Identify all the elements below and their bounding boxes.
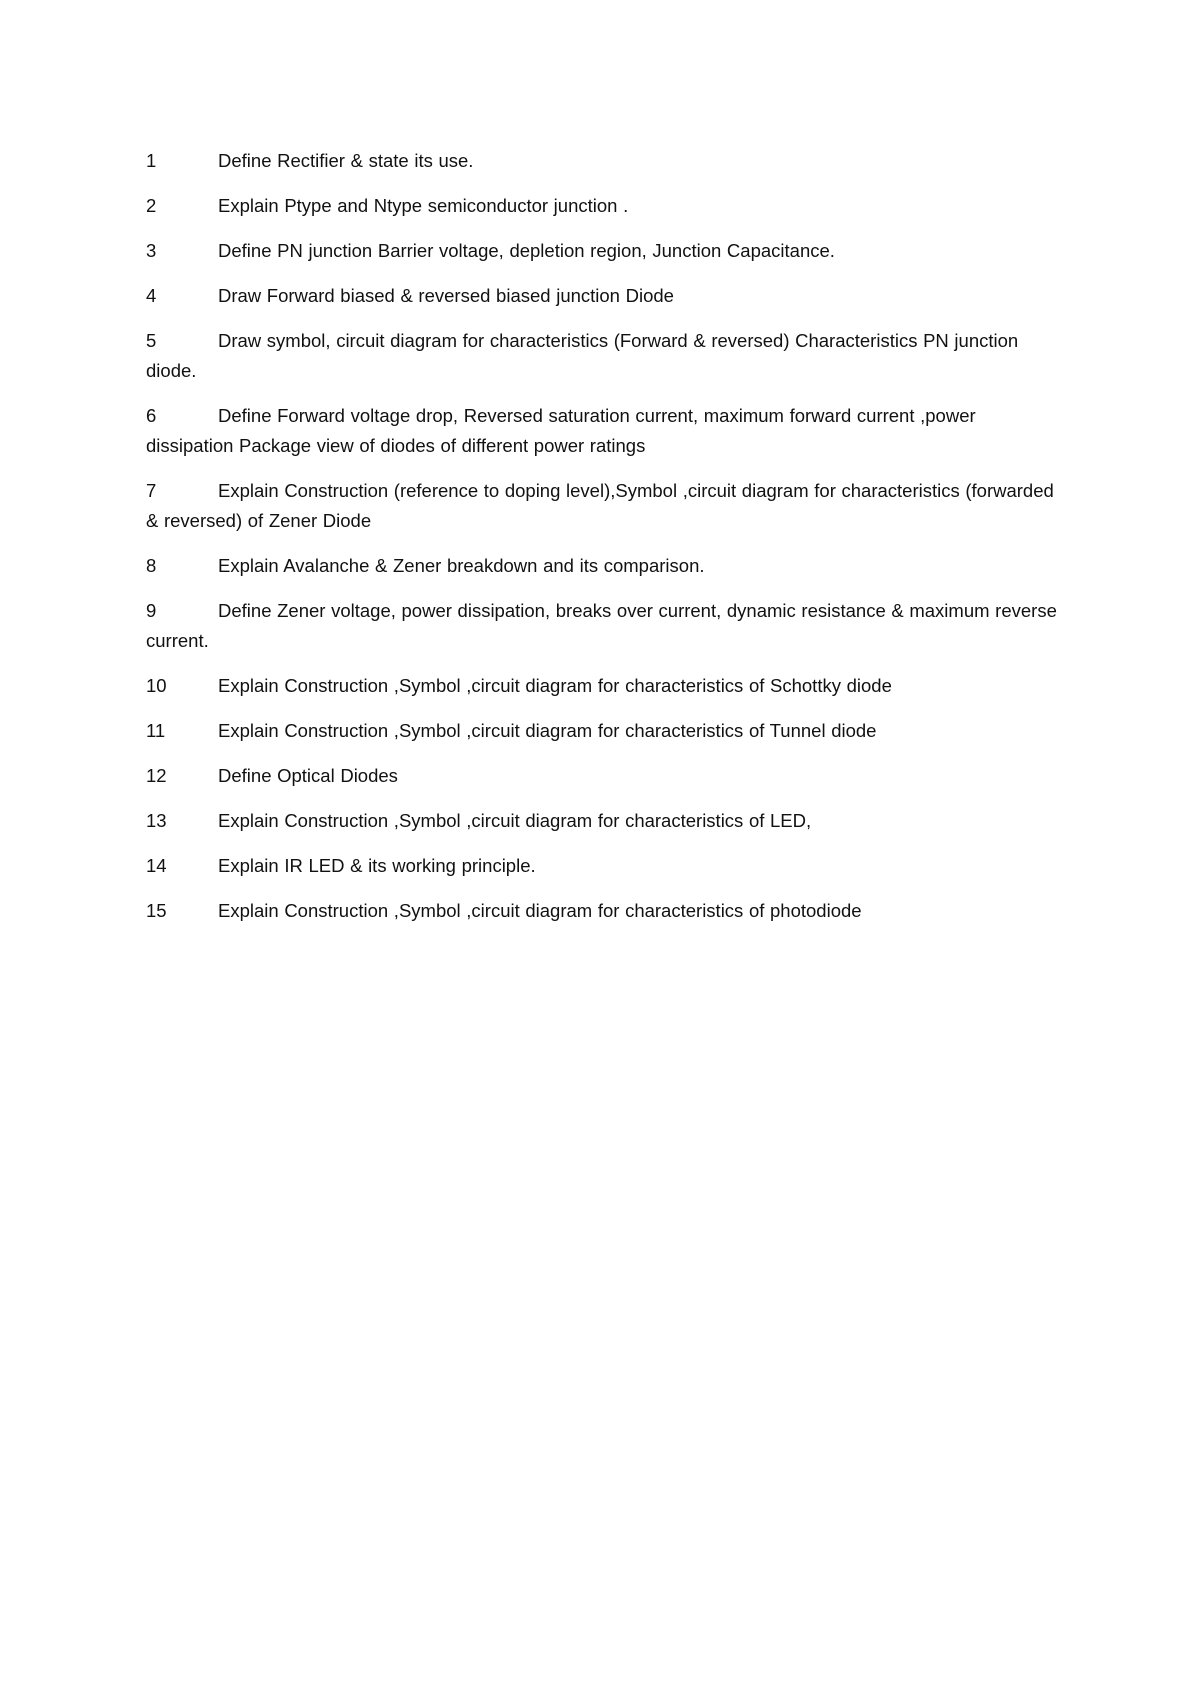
question-item bbox=[146, 401, 1066, 461]
question-number: 4 bbox=[146, 285, 157, 306]
question-number: 3 bbox=[146, 240, 157, 261]
question-item bbox=[146, 851, 1066, 881]
question-item bbox=[146, 191, 1066, 221]
question-number: 6 bbox=[146, 405, 157, 426]
question-number: 2 bbox=[146, 195, 157, 216]
question-number: 10 bbox=[146, 675, 167, 696]
question-item bbox=[146, 551, 1066, 581]
question-text: Explain Construction ,Symbol ,circuit diagram for characteristics of Schottky diode bbox=[218, 675, 892, 696]
question-text: Draw symbol, circuit diagram for characteristics (Forward & reversed) Characteristics PN junction diode. bbox=[146, 330, 1019, 381]
question-text: Define Rectifier & state its use. bbox=[218, 150, 474, 171]
question-text: Explain Avalanche & Zener breakdown and its comparison. bbox=[218, 555, 705, 576]
question-number: 13 bbox=[146, 810, 167, 831]
question-item bbox=[146, 806, 1066, 836]
question-text: Explain IR LED & its working principle. bbox=[218, 855, 536, 876]
question-text: Explain Construction ,Symbol ,circuit diagram for characteristics of Tunnel diode bbox=[218, 720, 877, 741]
question-text: Explain Ptype and Ntype semiconductor junction . bbox=[218, 195, 629, 216]
question-number: 15 bbox=[146, 900, 167, 921]
question-item bbox=[146, 476, 1066, 536]
question-text: Explain Construction ,Symbol ,circuit diagram for characteristics of LED, bbox=[218, 810, 812, 831]
question-number: 9 bbox=[146, 600, 157, 621]
question-number: 1 bbox=[146, 150, 157, 171]
question-text: Define Optical Diodes bbox=[218, 765, 398, 786]
question-list bbox=[146, 146, 1066, 941]
question-number: 7 bbox=[146, 480, 157, 501]
question-text: Explain Construction (reference to doping level),Symbol ,circuit diagram for characteristics (forwarded & reversed) of Zener Diode bbox=[146, 480, 1054, 531]
question-item bbox=[146, 281, 1066, 311]
question-text: Define Zener voltage, power dissipation, breaks over current, dynamic resistance & maximum reverse current. bbox=[146, 600, 1057, 651]
question-text: Draw Forward biased & reversed biased junction Diode bbox=[218, 285, 674, 306]
question-item bbox=[146, 236, 1066, 266]
question-text: Define PN junction Barrier voltage, depletion region, Junction Capacitance. bbox=[218, 240, 835, 261]
question-number: 11 bbox=[146, 720, 166, 741]
question-item bbox=[146, 671, 1066, 701]
question-number: 8 bbox=[146, 555, 157, 576]
question-text: Define Forward voltage drop, Reversed saturation current, maximum forward current ,power dissipation Package view of diodes of different power ratings bbox=[146, 405, 976, 456]
question-item bbox=[146, 896, 1066, 926]
question-item bbox=[146, 761, 1066, 791]
question-item bbox=[146, 146, 1066, 176]
question-number: 14 bbox=[146, 855, 167, 876]
question-item bbox=[146, 326, 1066, 386]
question-text: Explain Construction ,Symbol ,circuit diagram for characteristics of photodiode bbox=[218, 900, 862, 921]
question-number: 12 bbox=[146, 765, 167, 786]
question-item bbox=[146, 596, 1066, 656]
question-item bbox=[146, 716, 1066, 746]
question-number: 5 bbox=[146, 330, 157, 351]
